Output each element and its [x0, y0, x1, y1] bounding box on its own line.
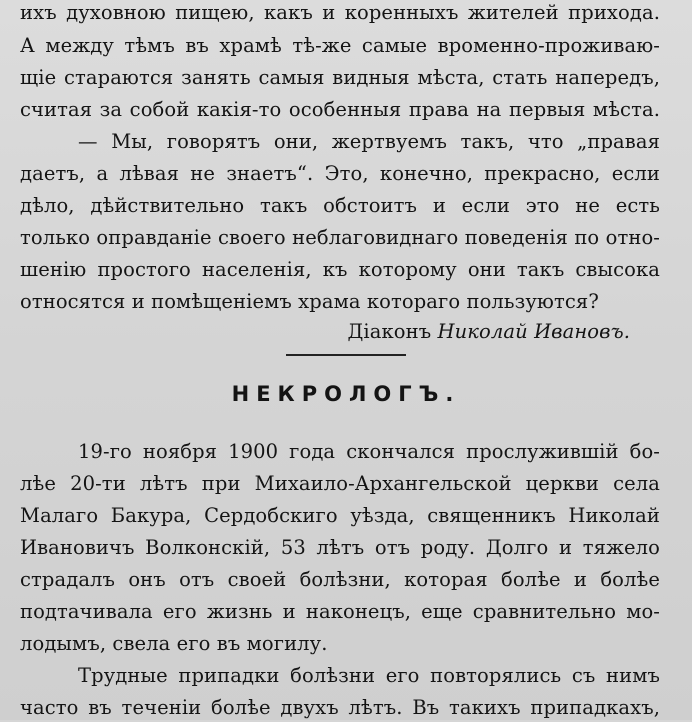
article-line-9: шенію простого населенія, къ которому они такъ свысока: [20, 258, 660, 281]
obituary-line-2: лѣе 20-ти лѣтъ при Михаило-Архангельской церкви села: [20, 472, 660, 495]
article-line-10: относятся и помѣщеніемъ храма котораго пользуются?: [20, 290, 599, 313]
article-line-7: дѣло, дѣйствительно такъ обстоитъ и если это не есть: [20, 194, 660, 217]
obituary-line-4: Ивановичъ Волконскій, 53 лѣтъ отъ роду. Долго и тяжело: [20, 536, 660, 559]
obituary-line-1: 19-го ноября 1900 года скончался прослужившій бо-: [78, 440, 660, 463]
obituary-line-7: лодымъ, свела его въ могилу.: [20, 632, 328, 655]
obituary-line-3: Малаго Бакура, Сердобскиго уѣзда, священникъ Николай: [20, 504, 660, 527]
article-line-5: — Мы, говорятъ они, жертвуемъ такъ, что „правая: [78, 130, 660, 153]
article-line-3: щіе стараются занять самыя видныя мѣста, стать напередъ,: [20, 66, 660, 89]
article-line-8: только оправданіе своего неблаговиднаго поведенія по отно-: [20, 226, 660, 249]
article-signature: [20, 318, 630, 346]
obituary-line-6: подтачивала его жизнь и наконецъ, еще сравнительно мо-: [20, 600, 660, 623]
obituary-heading: НЕКРОЛОГЪ.: [231, 382, 461, 406]
obituary-line-5: страдалъ онъ отъ своей болѣзни, которая болѣе и болѣе: [20, 568, 660, 591]
obituary-line-8: Трудные припадки болѣзни его повторялись съ нимъ: [78, 664, 660, 687]
signature-name: Николай Ивановъ.: [437, 320, 630, 343]
signature-title: Діаконъ: [347, 320, 432, 343]
article-line-4: считая за собой какія-то особенныя права на первыя мѣста.: [20, 98, 660, 121]
article-line-2: А между тѣмъ въ храмѣ тѣ-же самые вроменно-проживаю-: [20, 34, 660, 57]
obituary-line-9: часто въ теченіи болѣе двухъ лѣтъ. Въ такихъ припадкахъ,: [20, 696, 660, 719]
section-divider: [286, 354, 406, 356]
article-line-1: ихъ духовною пищею, какъ и коренныхъ жителей прихода.: [20, 1, 660, 24]
article-line-6: даетъ, а лѣвая не знаетъ“. Это, конечно, прекрасно, если: [20, 162, 660, 185]
